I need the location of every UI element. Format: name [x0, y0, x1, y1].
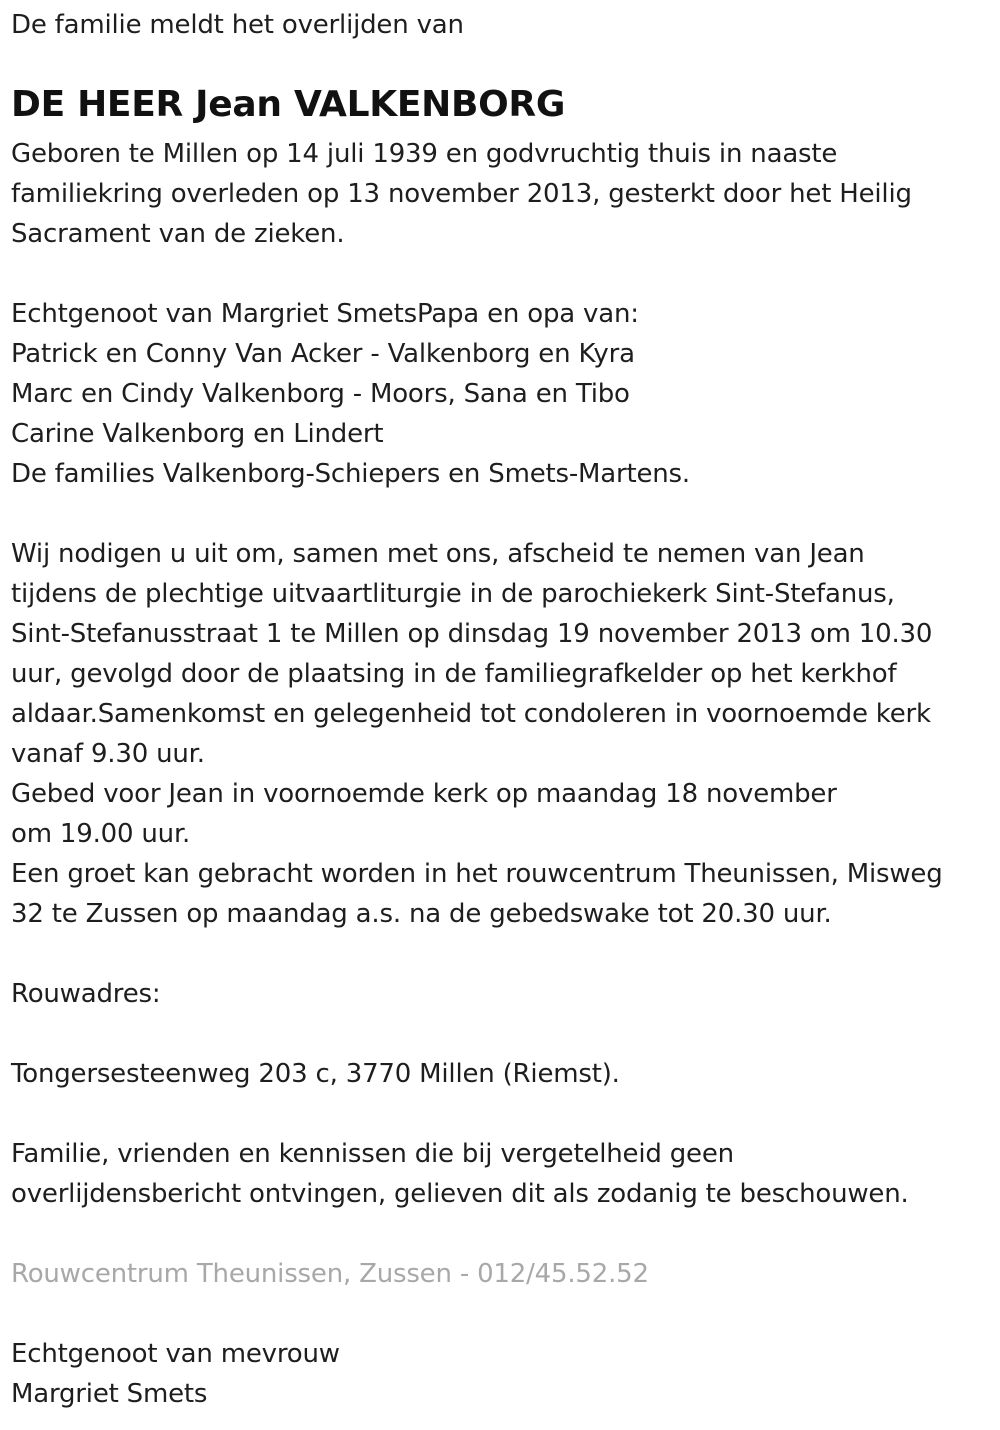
family-line: Carine Valkenborg en Lindert [11, 419, 384, 449]
ceremony-line: tijdens de plechtige uitvaartliturgie in de parochiekerk Sint-Stefanus, [11, 579, 895, 609]
funeral-home-block [11, 1254, 649, 1294]
closing-line: overlijdensbericht ontvingen, gelieven dit als zodanig te beschouwen. [11, 1179, 909, 1209]
family-line: Patrick en Conny Van Acker - Valkenborg en Kyra [11, 339, 635, 369]
closing-paragraph [11, 1134, 909, 1214]
spouse-line: Echtgenoot van mevrouw [11, 1339, 340, 1369]
birth-paragraph [11, 134, 912, 254]
deceased-name: DE HEER Jean VALKENBORG [11, 84, 566, 125]
family-line: Marc en Cindy Valkenborg - Moors, Sana en Tibo [11, 379, 630, 409]
family-line: Echtgenoot van Margriet SmetsPapa en opa van: [11, 299, 639, 329]
ceremony-line: om 19.00 uur. [11, 819, 191, 849]
address-text: Tongersesteenweg 203 c, 3770 Millen (Riemst). [11, 1059, 620, 1089]
ceremony-line: aldaar.Samenkomst en gelegenheid tot condoleren in voornoemde kerk [11, 699, 931, 729]
family-line: De families Valkenborg-Schiepers en Smets-Martens. [11, 459, 690, 489]
ceremony-line: uur, gevolgd door de plaatsing in de familiegrafkelder op het kerkhof [11, 659, 897, 689]
address-block [11, 1054, 620, 1094]
birth-line: Sacrament van de zieken. [11, 219, 345, 249]
ceremony-line: Gebed voor Jean in voornoemde kerk op maandag 18 november [11, 779, 837, 809]
family-paragraph [11, 294, 690, 494]
ceremony-line: Sint-Stefanusstraat 1 te Millen op dinsdag 19 november 2013 om 10.30 [11, 619, 933, 649]
funeral-home-credit: Rouwcentrum Theunissen, Zussen - 012/45.52.52 [11, 1259, 649, 1289]
birth-line: Geboren te Millen op 14 juli 1939 en godvruchtig thuis in naaste [11, 139, 838, 169]
closing-line: Familie, vrienden en kennissen die bij vergetelheid geen [11, 1139, 734, 1169]
address-label: Rouwadres: [11, 979, 161, 1009]
ceremony-line: 32 te Zussen op maandag a.s. na de gebedswake tot 20.30 uur. [11, 899, 832, 929]
spouse-line: Margriet Smets [11, 1379, 208, 1409]
birth-line: familiekring overleden op 13 november 2013, gesterkt door het Heilig [11, 179, 912, 209]
ceremony-line: vanaf 9.30 uur. [11, 739, 205, 769]
ceremony-paragraph [11, 534, 943, 934]
intro-text: De familie meldt het overlijden van [11, 10, 464, 40]
ceremony-line: Wij nodigen u uit om, samen met ons, afscheid te nemen van Jean [11, 539, 865, 569]
ceremony-line: Een groet kan gebracht worden in het rouwcentrum Theunissen, Misweg [11, 859, 943, 889]
spouse-block [11, 1334, 340, 1414]
address-label-block [11, 974, 160, 1014]
